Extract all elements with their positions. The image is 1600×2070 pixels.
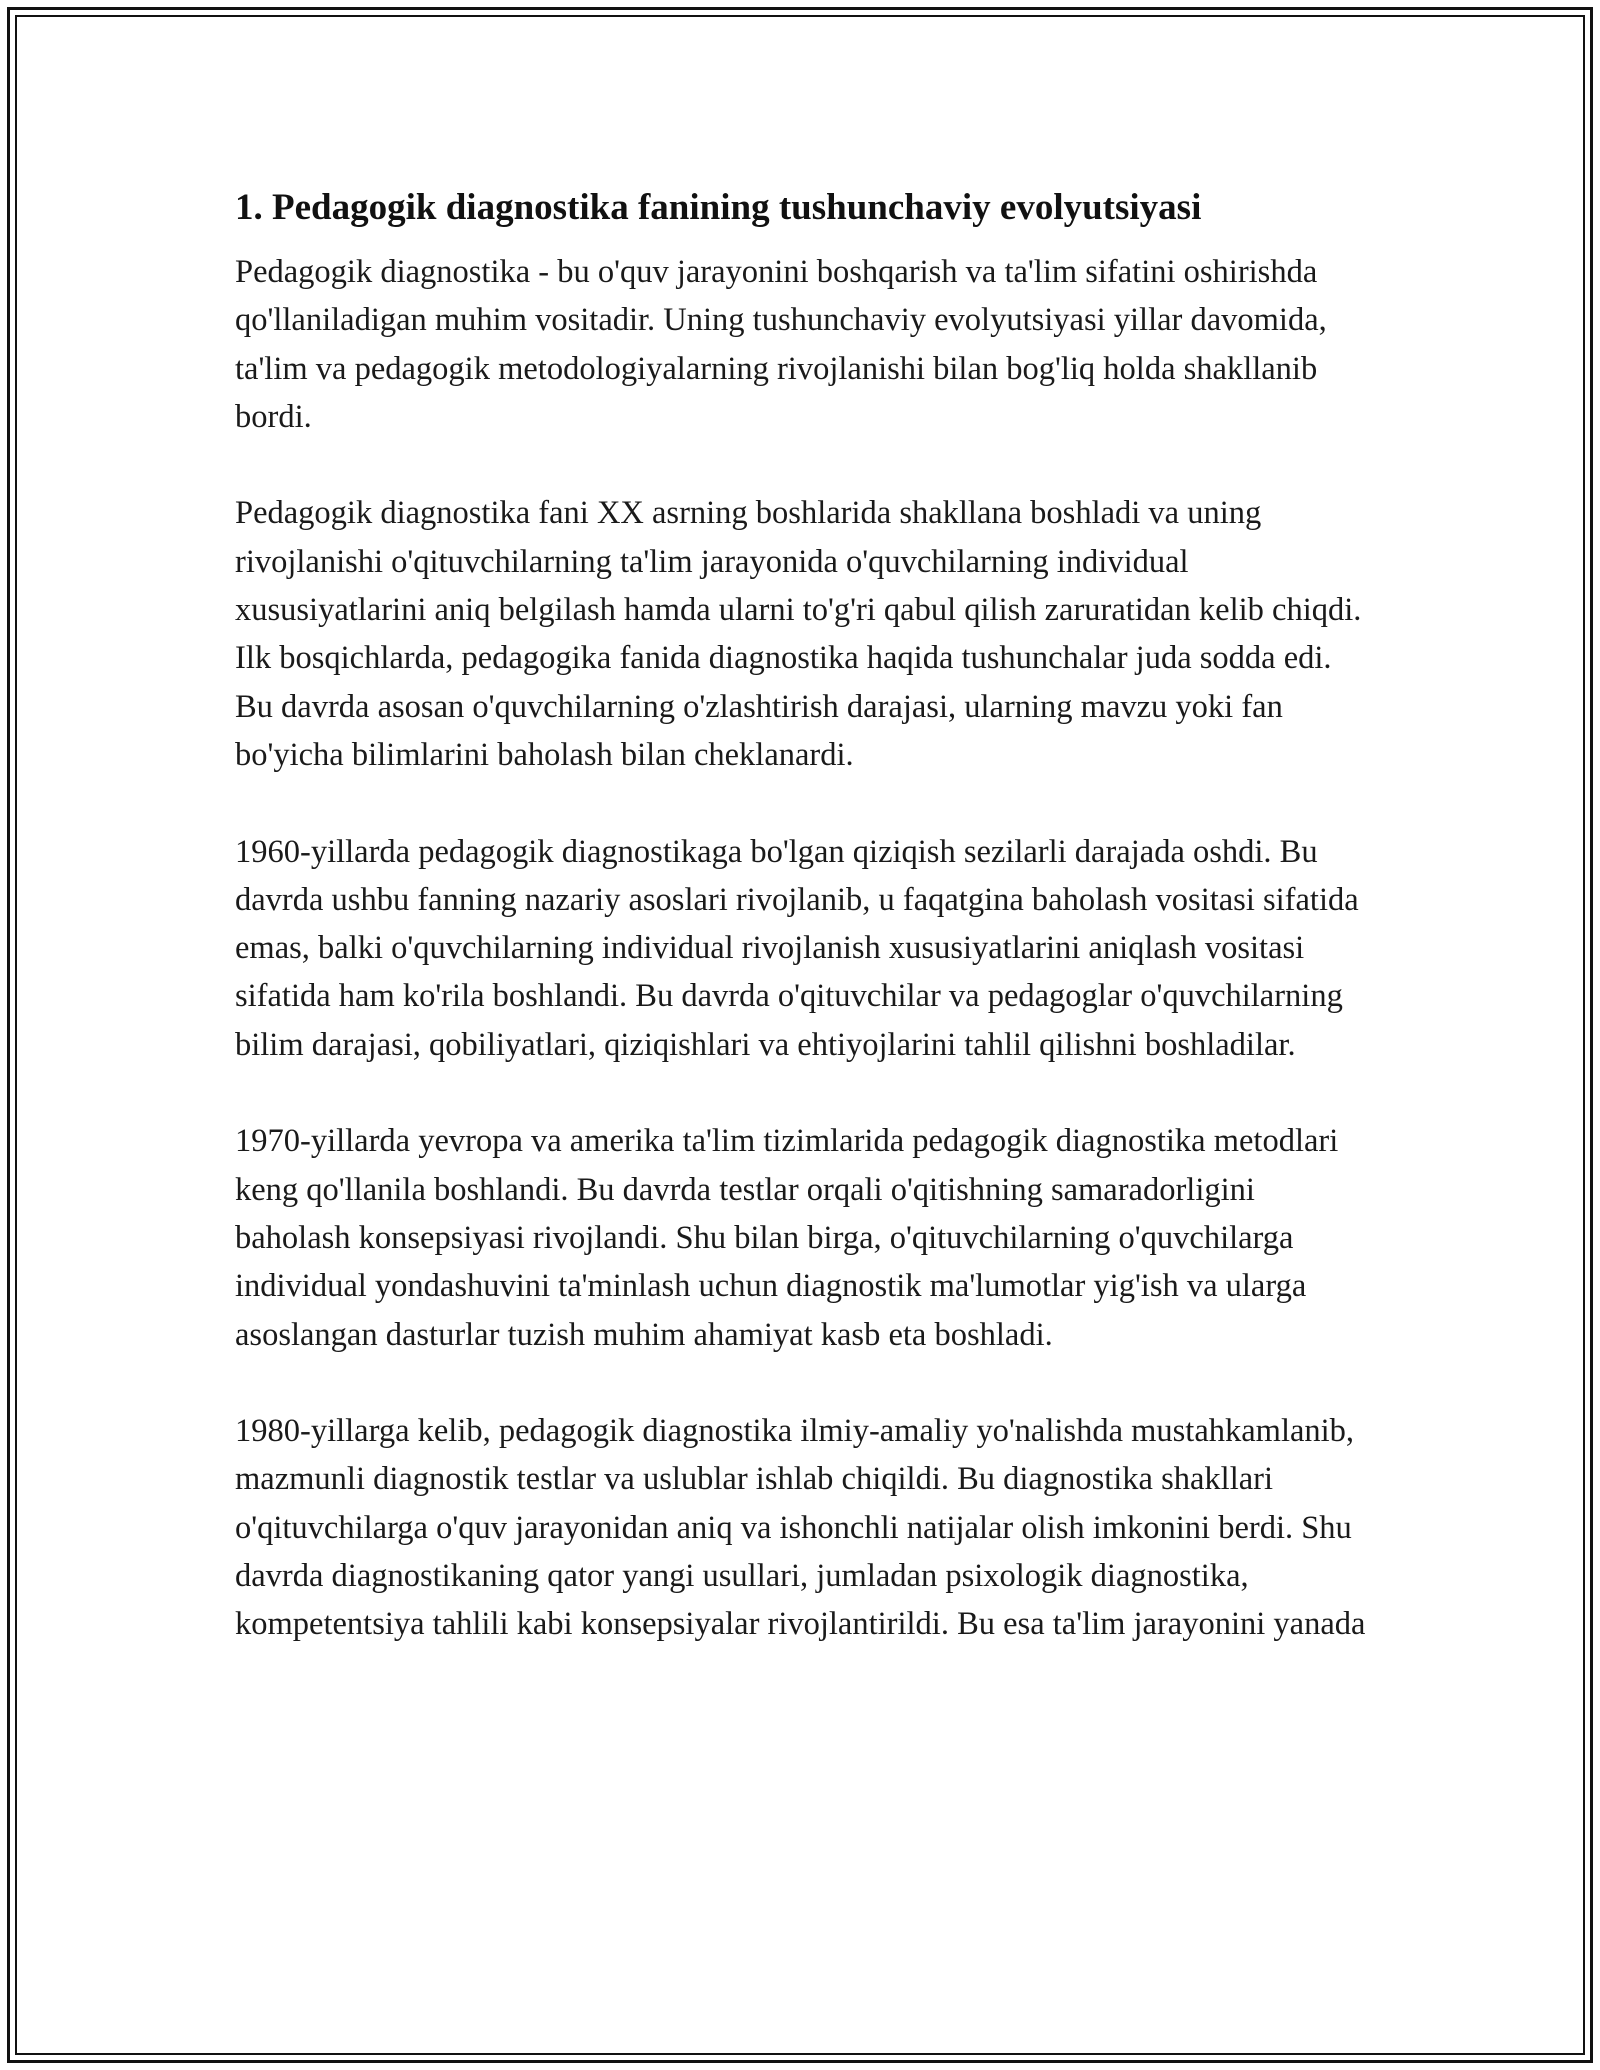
paragraph-intro: Pedagogik diagnostika - bu o'quv jarayonini boshqarish va ta'lim sifatini oshirishda qo'llaniladigan muhim vositadir. Uning tushunchaviy evolyutsiyasi yillar davomida, ta'lim va pedagogik metodologiyalarning rivojlanishi bilan bog'liq holda shakllanib bordi. [235,254,1327,435]
section-heading: 1. Pedagogik diagnostika fanining tushunchaviy evolyutsiyasi [235,187,1202,228]
paragraph-1960s: 1960-yillarda pedagogik diagnostikaga bo'lgan qiziqish sezilarli darajada oshdi. Bu davrda ushbu fanning nazariy asoslari rivojlanib, u faqatgina baholash vositasi sifatida emas, balki o'quvchilarning individual rivojlanish xususiyatlarini aniqlash vositasi sifatida ham ko'rila boshlandi. Bu davrda o'qituvchilar va pedagoglar o'quvchilarning bilim darajasi, qobiliyatlari, qiziqishlari va ehtiyojlarini tahlil qilishni boshladilar. [235,833,1359,1063]
document-body [235,184,1370,1649]
paragraph-1980s: 1980-yillarga kelib, pedagogik diagnostika ilmiy-amaliy yo'nalishda mustahkamlanib, mazmunli diagnostik testlar va uslublar ishlab chiqildi. Bu diagnostika shakllari o'qituvchilarga o'quv jarayonidan aniq va ishonchli natijalar olish imkonini berdi. Shu davrda diagnostikaning qator yangi usullari, jumladan psixologik diagnostika, kompetentsiya tahlili kabi konsepsiyalar rivojlantirildi. Bu esa ta'lim jarayonini yanada [235,1413,1366,1643]
paragraph-early-20th-century: Pedagogik diagnostika fani XX asrning boshlarida shakllana boshladi va uning rivojlanishi o'qituvchilarning ta'lim jarayonida o'quvchilarning individual xususiyatlarini aniq belgilash hamda ularni to'g'ri qabul qilish zaruratidan kelib chiqdi. Ilk bosqichlarda, pedagogika fanida diagnostika haqida tushunchalar juda sodda edi. Bu davrda asosan o'quvchilarning o'zlashtirish darajasi, ularning mavzu yoki fan bo'yicha bilimlarini baholash bilan cheklanardi. [235,495,1362,773]
paragraph-1970s: 1970-yillarda yevropa va amerika ta'lim tizimlarida pedagogik diagnostika metodlari keng qo'llanila boshlandi. Bu davrda testlar orqali o'qitishning samaradorligini baholash konsepsiyasi rivojlandi. Shu bilan birga, o'qituvchilarning o'quvchilarga individual yondashuvini ta'minlash uchun diagnostik ma'lumotlar yig'ish va ularga asoslangan dasturlar tuzish muhim ahamiyat kasb eta boshladi. [235,1123,1339,1353]
